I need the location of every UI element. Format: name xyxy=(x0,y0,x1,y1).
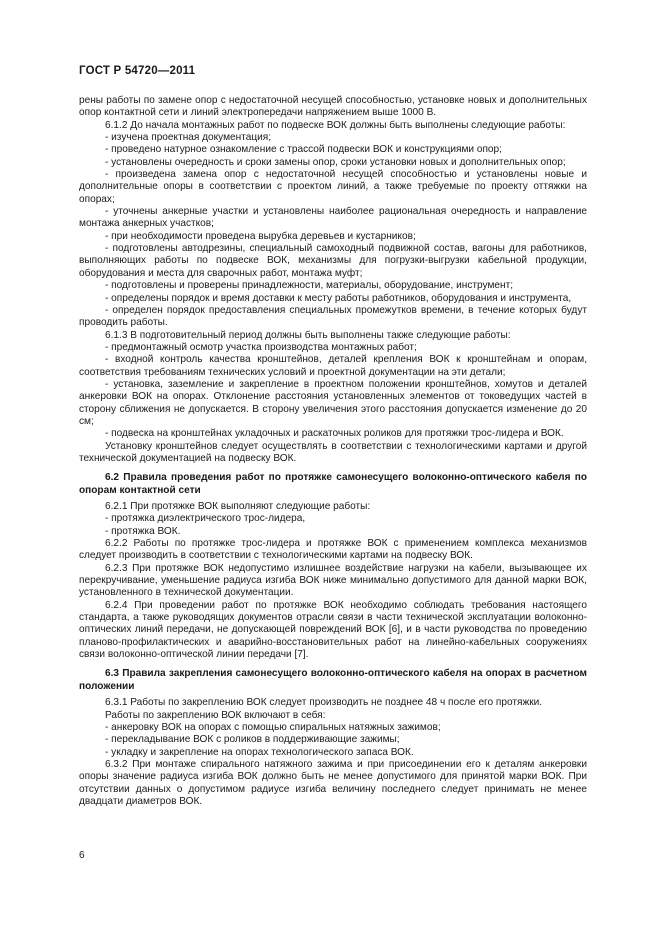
paragraph: 6.2.3 При протяжке ВОК недопустимо излишнее воздействие нагрузки на кабели, вызывающее их перекручивание, уменьшение радиуса изгиба ВОК ниже минимально допустимого для данной марки ВОК, установленного в технической документации. xyxy=(79,562,587,599)
paragraph: 6.1.2 До начала монтажных работ по подвеске ВОК должны быть выполнены следующие работы: xyxy=(105,119,566,131)
paragraph: - протяжка диэлектрического трос-лидера, xyxy=(105,513,306,525)
paragraph: Работы по закреплению ВОК включают в себя: xyxy=(105,709,326,721)
paragraph: - анкеровку ВОК на опорах с помощью спиральных натяжных зажимов; xyxy=(105,721,441,733)
paragraph: - установлены очередность и сроки замены опор, сроки установки новых и дополнительных опор; xyxy=(105,156,566,168)
document-body xyxy=(79,95,587,808)
paragraph: 6.1.3 В подготовительный период должны быть выполнены также следующие работы: xyxy=(105,329,511,341)
page-number: 6 xyxy=(79,850,85,861)
paragraph: - изучена проектная документация; xyxy=(105,132,272,144)
paragraph: 6.2.1 При протяжке ВОК выполняют следующие работы: xyxy=(105,501,371,512)
paragraph: 6.3.2 При монтаже спирального натяжного зажима и при присоединении его к деталям анкеровки опоры значение радиуса изгиба ВОК должно быть не менее допустимого для принятой марки ВОК. При отсутствии данных о допустимом радиусе изгиба величину последнего следует принимать не менее двадцати диаметров ВОК. xyxy=(79,758,587,807)
paragraph: - подготовлены автодрезины, специальный самоходный подвижной состав, вагоны для работников, выполняющих работы по подвеске ВОК, механизмы для погрузки-выгрузки кабельной продукции, оборудования и места для сварочных работ, монтажа муфт; xyxy=(79,243,587,279)
paragraph: - определен порядок предоставления специальных промежутков времени, в течение которых будут проводить работы. xyxy=(79,304,587,329)
standard-header: ГОСТ Р 54720—2011 xyxy=(79,65,196,77)
paragraph: - перекладывание ВОК с роликов в поддерживающие зажимы; xyxy=(105,734,400,746)
section-heading: 6.2 Правила проведения работ по протяжке самонесущего волоконно-оптического кабеля по опорам контактной сети xyxy=(79,472,587,496)
paragraph: - входной контроль качества кронштейнов, деталей крепления ВОК к кронштейнам и опорам, соответствия требованиям технических условий и проектной документации на эти детали; xyxy=(79,354,587,378)
paragraph: - укладку и закрепление на опорах технологического запаса ВОК. xyxy=(105,746,414,758)
paragraph: - предмонтажный осмотр участка производства монтажных работ; xyxy=(105,341,417,353)
paragraph: - установка, заземление и закрепление в проектном положении кронштейнов, хомутов и деталей анкеровки ВОК на опорах. Отклонение расстояния установленных элементов от токоведущих частей в сторону сближения не допускается. В сторону увеличения этого расстояния допускается изменение до 20 см; xyxy=(79,378,587,427)
section-heading: 6.3 Правила закрепления самонесущего волоконно-оптического кабеля на опорах в расчетном положении xyxy=(79,668,587,692)
paragraph: - подготовлены и проверены принадлежности, материалы, оборудование, инструмент; xyxy=(105,280,514,292)
paragraph: - протяжка ВОК. xyxy=(105,525,181,537)
paragraph: 6.2.2 Работы по протяжке трос-лидера и протяжке ВОК с применением комплекса механизмов следует производить в соответствии с технологическими картами на подвеску ВОК. xyxy=(79,538,587,562)
paragraph: - уточнены анкерные участки и установлены наиболее рациональная очередность и направление монтажа анкерных участков; xyxy=(79,206,587,230)
paragraph: - проведено натурное ознакомление с трассой подвески ВОК и конструкциями опор; xyxy=(105,144,502,156)
paragraph: - при необходимости проведена вырубка деревьев и кустарников; xyxy=(105,230,416,242)
paragraph: 6.3.1 Работы по закреплению ВОК следует производить не позднее 48 ч после его протяжки. xyxy=(105,697,543,709)
paragraph: - определены порядок и время доставки к месту работы работников, оборудования и инструмента, xyxy=(105,292,572,304)
paragraph: 6.2.4 При проведении работ по протяжке ВОК необходимо соблюдать требования настоящего стандарта, а также руководящих документов отрасли связи в части технической эксплуатации волоконно-оптических линий передачи, не допускающей повреждений ВОК [6], и в части руководства по проведению планово-профилактических и аварийно-восстановительных работ на линейно-кабельных сооружениях связи волоконно-оптической линии передачи [7]. xyxy=(79,599,587,661)
paragraph: Установку кронштейнов следует осуществлять в соответствии с технологическими картами и другой технической документацией на подвеску ВОК. xyxy=(79,440,587,464)
paragraph: - подвеска на кронштейнах укладочных и раскаточных роликов для протяжки трос-лидера и ВОК. xyxy=(105,428,564,440)
paragraph: рены работы по замене опор с недостаточной несущей способностью, установке новых и дополнительных опор контактной сети и линий электропередачи напряжением выше 1000 В. xyxy=(79,95,587,119)
paragraph: - произведена замена опор с недостаточной несущей способностью и установлены новые и дополнительные опоры в соответствии с проектом линий, а также требуемые по проекту оттяжки на опорах; xyxy=(79,169,587,205)
